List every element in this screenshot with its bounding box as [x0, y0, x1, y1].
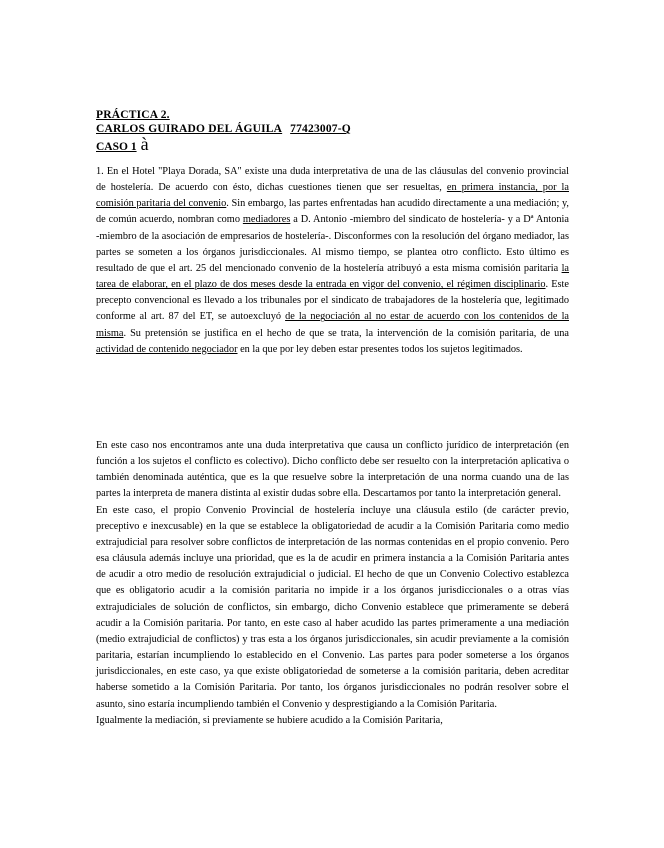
text-run: . Sin embargo, las partes enfrentadas han acudido directamente a una mediación; y, de común acuerdo, nombran como	[96, 198, 569, 226]
text-run: . Este precepto convencional es llevado a los tribunales por el sindicato de trabajadores de la hostelería que, legitimado conforme al art. 87 del ET, se autoexcluyó	[96, 279, 569, 323]
paragraph-mediation: Igualmente la mediación, si previamente se hubiere acudido a la Comisión Paritaria,	[96, 714, 443, 726]
case-statement	[96, 164, 569, 358]
underlined-text: la tarea de elaborar, en el plazo de dos meses desde la entrada en vigor del convenio, el régimen disciplinario	[96, 262, 569, 291]
author-line	[96, 122, 576, 136]
text-run: en la que por ley deben estar presentes todos los sujetos legitimados.	[237, 343, 523, 355]
document-header	[96, 108, 576, 155]
author-dni: 77423007-Q	[290, 123, 351, 135]
underlined-text: mediadores	[242, 214, 291, 226]
author-name: CARLOS GUIRADO DEL ÁGUILA	[96, 123, 283, 135]
underlined-text: de la negociación al no estar de acuerdo con los contenidos de la misma	[96, 311, 570, 339]
practice-title: PRÁCTICA 2.	[96, 109, 170, 121]
case-label: CASO 1	[96, 141, 137, 153]
text-run: 1. En el Hotel "Playa Dorada, SA" existe una duda interpretativa de una de las cláusulas del convenio provincial de hostelería. De acuerdo con ésto, dichas cuestiones tienen que ser resueltas,	[96, 166, 569, 194]
text-run: . Su pretensión se justifica en el hecho de que se trata, la intervención de la comisión paritaria, de una	[123, 327, 569, 339]
text-run: a D. Antonio -miembro del sindicato de hostelería- y a Dª Antonia -miembro de la asociación de empresarios de hostelería-. Disconformes con la resolución del órgano mediador, las partes se someten a los órganos jurisdiccionales. Al mismo tiempo, se plantea otro conflicto. Esto último es resultado de que el art. 25 del mencionado convenio de la hostelería atribuyó a esta misma comisión paritaria	[96, 214, 569, 274]
case-heading	[96, 136, 576, 155]
underlined-text: en primera instancia, por la comisión paritaria del convenio	[96, 182, 569, 210]
paragraph-convenio: En este caso, el propio Convenio Provincial de hostelería incluye una cláusula estilo (de carácter previo, preceptivo e inexcusable) en la que se establece la obligatoriedad de acudir a la Comisión Paritaria como medio extrajudicial para resolver sobre conflictos de interpretación de las normas contenidas en el propio convenio. Pero esa cláusula además incluye una prioridad, que es la de acudir en primera instancia a la Comisión Paritaria antes de acudir a otro medio de resolución extrajudicial o judicial. El hecho de que un Convenio Colectivo establezca que es obligatorio acudir a la comisión paritaria no impide ir a los órganos jurisdiccionales o a otras vías extrajudiciales de solución de conflictos, sin embargo, dicho Convenio establece que primeramente se deberá acudir a la Comisión paritaria. Por tanto, en este caso al haber acudido las partes primeramente a una mediación (medio extrajudicial de conflictos) y tras esta a los órganos jurisdiccionales, sin acudir previamente a la comisión paritaria, estarían incumpliendo lo establecido en el Convenio. Las partes para poder someterse a los órganos jurisdiccionales, en este caso, ya que existe obligatoriedad de someterse a la comisión paritaria, deben acreditar haberse sometido a la Comisión Paritaria. Por tanto, los órganos jurisdiccionales no podrán resolver sobre el asunto, sino estaría incumpliendo también el Convenio y desprestigiando a la Comisión Paritaria.	[96, 504, 569, 710]
paragraph-conflict-type: En este caso nos encontramos ante una duda interpretativa que causa un conflicto jurídico de interpretación (en función a los sujetos el conflicto es colectivo). Dicho conflicto debe ser resuelto con la interpretación aplicativa o también denominada auténtica, que es la que resuelve sobre la interpretación de una norma cuando una de las partes la interpreta de manera distinta al existir dudas sobre ella. Descartamos por tanto la interpretación general.	[96, 440, 569, 500]
underlined-text: actividad de contenido negociador	[96, 343, 238, 355]
paragraph-statement	[96, 164, 569, 358]
answer-section	[96, 438, 569, 729]
arrow-symbol: à	[140, 134, 149, 154]
